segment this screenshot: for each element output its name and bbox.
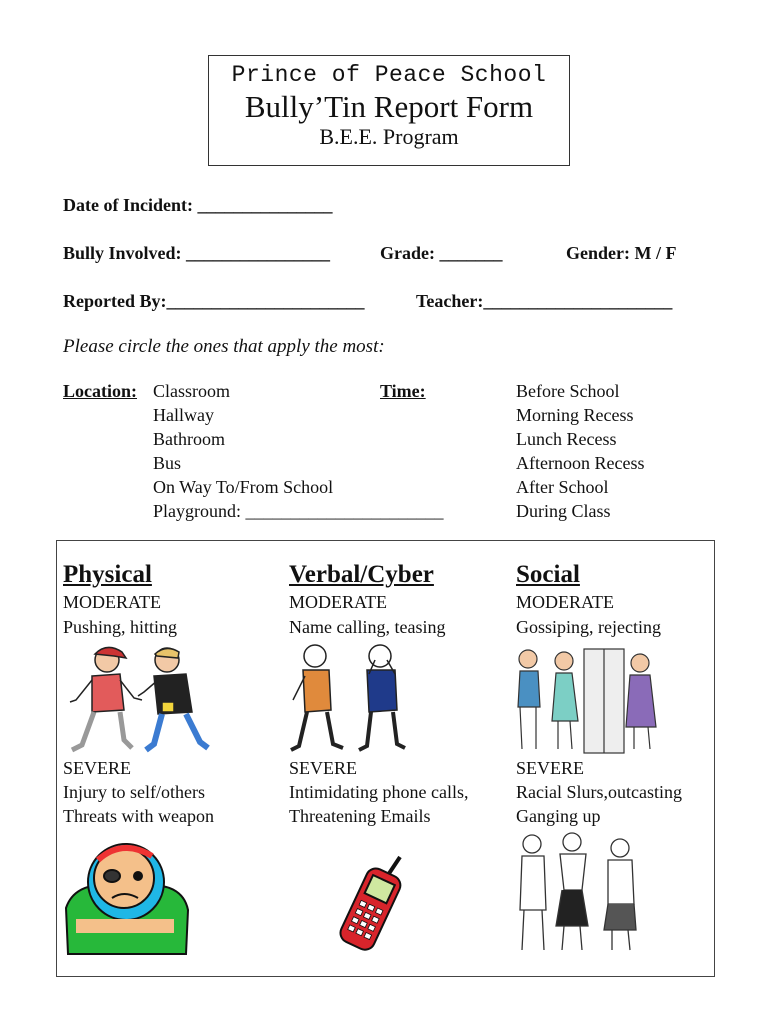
physical-moderate-label: MODERATE (63, 592, 161, 612)
instruction-text: Please circle the ones that apply the most: (63, 336, 385, 357)
teasing-kids-illustration (285, 640, 415, 755)
time-item[interactable]: Morning Recess (516, 405, 634, 425)
fighting-kids-illustration (62, 640, 212, 755)
verbal-moderate-text: Name calling, teasing (289, 617, 446, 637)
grade-field[interactable]: Grade: _______ (380, 243, 503, 263)
time-list (516, 379, 644, 523)
verbal-severe-text-1: Intimidating phone calls, (289, 782, 469, 802)
date-field[interactable]: Date of Incident: _______________ (63, 195, 333, 215)
verbal-severe-text-2: Threatening Emails (289, 806, 431, 826)
social-severe-text-2: Ganging up (516, 806, 601, 826)
physical-moderate-text: Pushing, hitting (63, 617, 178, 637)
time-item[interactable]: After School (516, 477, 609, 497)
header-box (208, 55, 570, 166)
time-item[interactable]: Lunch Recess (516, 429, 617, 449)
location-label: Location: (63, 381, 137, 401)
location-item[interactable]: Bathroom (153, 429, 225, 449)
verbal-moderate-label: MODERATE (289, 592, 387, 612)
location-item[interactable]: Classroom (153, 381, 231, 401)
teacher-field[interactable]: Teacher:_____________________ (416, 291, 673, 311)
phone-icon (330, 855, 410, 955)
time-item[interactable]: Afternoon Recess (516, 453, 645, 473)
form-title: Bully’Tin Report Form (244, 89, 534, 124)
reported-by-field[interactable]: Reported By:______________________ (63, 291, 365, 311)
verbal-heading: Verbal/Cyber (289, 561, 434, 588)
gossiping-girls-illustration (512, 645, 662, 755)
social-severe-text-1: Racial Slurs,outcasting (516, 782, 682, 802)
social-heading: Social (516, 561, 580, 588)
time-item[interactable]: During Class (516, 501, 611, 521)
location-item[interactable]: Hallway (153, 405, 214, 425)
physical-heading: Physical (63, 561, 152, 588)
location-item[interactable]: Playground: ______________________ (153, 501, 444, 521)
social-moderate-text: Gossiping, rejecting (516, 617, 661, 637)
ganging-up-illustration (512, 830, 652, 955)
time-label: Time: (380, 381, 426, 401)
verbal-severe-label: SEVERE (289, 758, 358, 778)
social-moderate-label: MODERATE (516, 592, 614, 612)
bully-field[interactable]: Bully Involved: ________________ (63, 243, 331, 263)
social-severe-label: SEVERE (516, 758, 585, 778)
gender-field[interactable]: Gender: M / F (566, 243, 677, 263)
time-item[interactable]: Before School (516, 381, 620, 401)
location-item[interactable]: On Way To/From School (153, 477, 334, 497)
physical-severe-text-1: Injury to self/others (63, 782, 205, 802)
angry-kid-illustration (62, 830, 192, 960)
school-name: Prince of Peace School (231, 62, 547, 88)
physical-severe-label: SEVERE (63, 758, 132, 778)
location-item[interactable]: Bus (153, 453, 182, 473)
physical-severe-text-2: Threats with weapon (63, 806, 214, 826)
program-name: B.E.E. Program (319, 124, 459, 149)
